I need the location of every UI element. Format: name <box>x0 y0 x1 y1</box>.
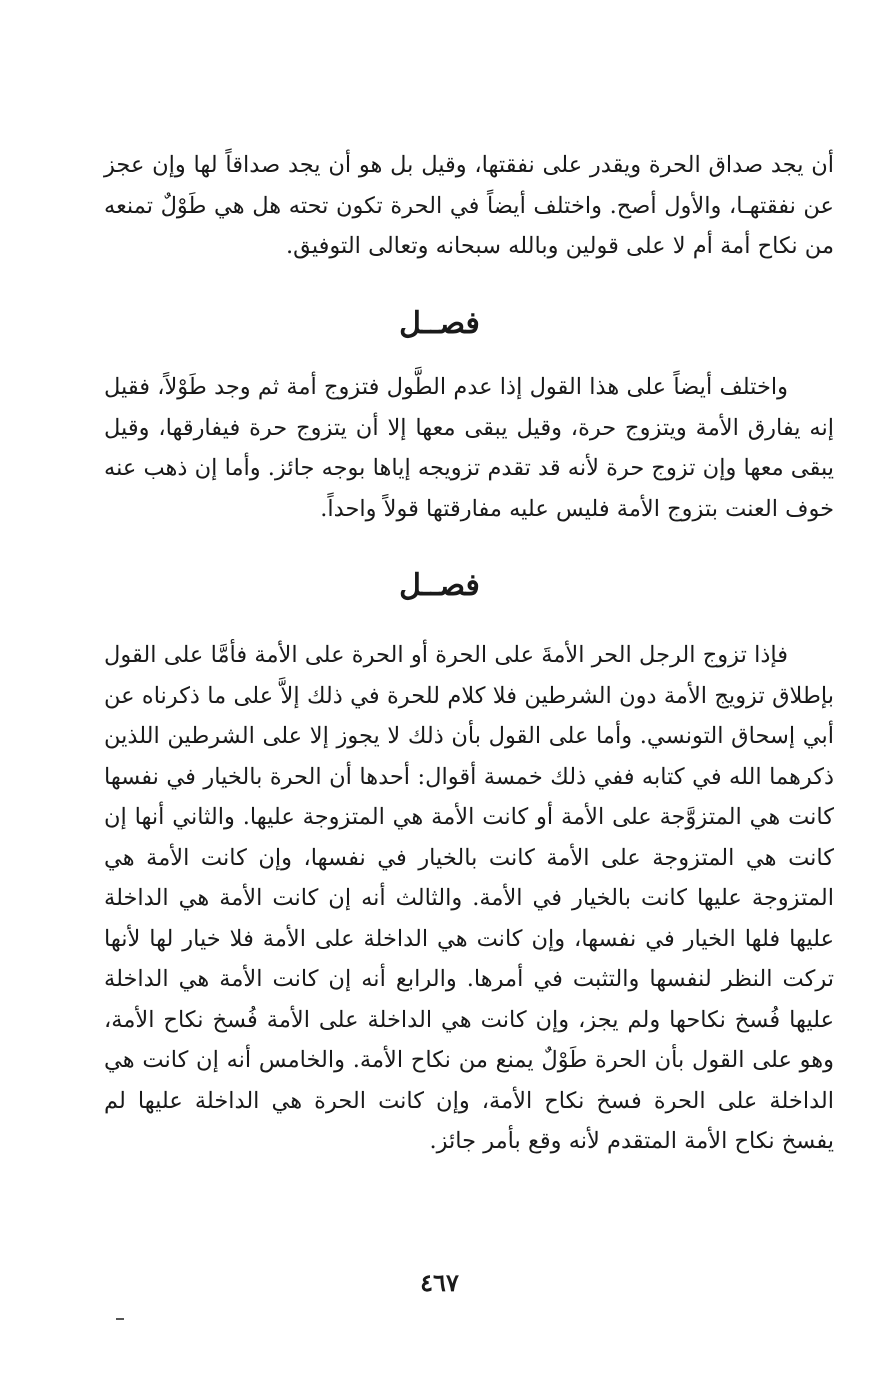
page-number: ٤٦٧ <box>420 1268 459 1297</box>
paragraph-section-2: فإذا تزوج الرجل الحر الأمةَ على الحرة أو الحرة على الأمة فأمَّا على القول بإطلاق تزويج الأمة دون الشرطين فلا كلام للحرة في ذلك إلاَّ على ما ذكرناه عن أبي إسحاق التونسي. وأما على القول بأن ذلك لا يجوز إلا على الشرطين اللذين ذكرهما الله في كتابه ففي ذلك خمسة أقوال: أحدها أن الحرة بالخيار في نفسها كانت هي المتزوَّجة على الأمة أو كانت الأمة هي المتزوجة عليها. والثاني أنها إن كانت هي المتزوجة على الأمة كانت بالخيار في نفسها، وإن كانت الأمة هي المتزوجة عليها كانت بالخيار في الأمة. والثالث أنه إن كانت الأمة هي الداخلة عليها فلها الخيار في نفسها، وإن كانت هي الداخلة على الأمة فلا خيار لها لأنها تركت النظر لنفسها والتثبت في أمرها. والرابع أنه إن كانت الأمة هي الداخلة عليها فُسخ نكاحها ولم يجز، وإن كانت هي الداخلة على الأمة فُسخ نكاح الأمة، وهو على القول بأن الحرة طَوْلٌ يمنع من نكاح الأمة. والخامس أنه إن كانت هي الداخلة على الحرة فسخ نكاح الأمة، وإن كانت الحرة هي الداخلة عليها لم يفسخ نكاح الأمة المتقدم لأنه وقع بأمر جائز. <box>104 642 835 1154</box>
paragraph-section-1: واختلف أيضاً على هذا القول إذا عدم الطَّول فتزوج أمة ثم وجد طَوْلاً، فقيل إنه يفارق الأمة ويتزوج حرة، وقيل يبقى معها إلا أن يتزوج حرة فيفارقها، وقيل يبقى معها وإن تزوج حرة لأنه قد تقدم تزويجه إياها بوجه جائز. وأما إن ذهب عنه خوف العنت بتزوج الأمة فليس عليه مفارقتها قولاً واحداً. <box>104 374 834 522</box>
section-heading-fasl-1: فصــل <box>399 306 480 341</box>
paragraph-continuation: أن يجد صداق الحرة ويقدر على نفقتها، وقيل بل هو أن يجد صداقاً لها وإن عجز عن نفقتهـا، والأول أصح. واختلف أيضاً في الحرة تكون تحته هل هي طَوْلٌ تمنعه من نكاح أمة أم لا على قولين وبالله سبحانه وتعالى التوفيق. <box>104 152 834 259</box>
scan-mark <box>116 1318 124 1320</box>
section-heading-fasl-2: فصــل <box>399 568 480 603</box>
